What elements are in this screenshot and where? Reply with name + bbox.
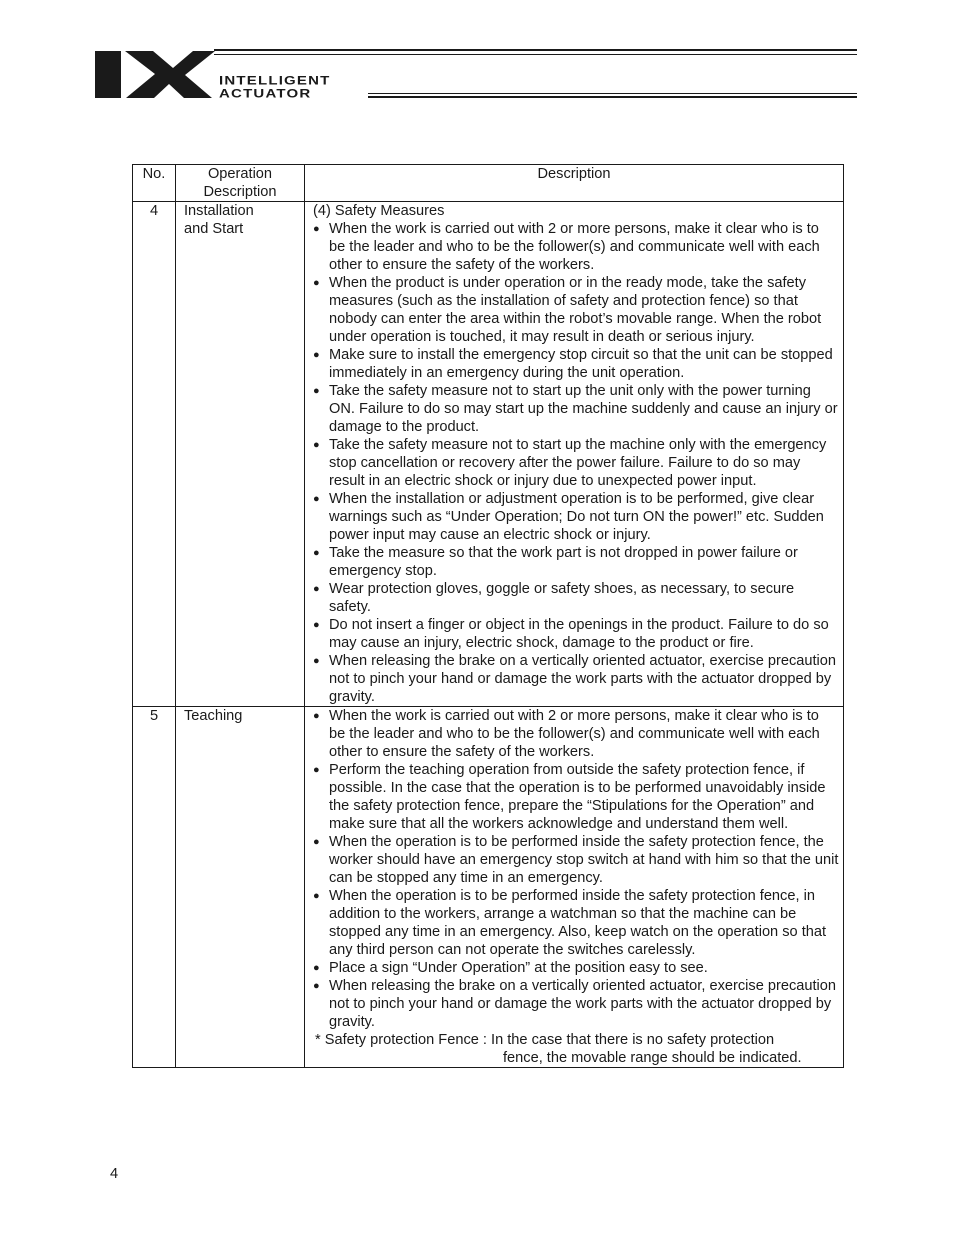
header-description: Description	[305, 165, 844, 202]
list-item: ● Take the safety measure not to start up the unit only with the power turning ON. Failure to do so may start up the machine suddenly and cause an injury or damage to the product.	[313, 382, 839, 436]
row4-operation	[176, 202, 305, 707]
operation-table	[132, 164, 844, 1068]
list-item: ● When the installation or adjustment operation is to be performed, give clear warnings such as “Under Operation; Do not turn ON the power!” etc. Sudden power input may cause an electric shock or injury.	[313, 490, 839, 544]
logo-text-intelligent: INTELLIGENT	[219, 74, 331, 88]
page-number: 4	[110, 1166, 119, 1182]
header-operation	[176, 165, 305, 202]
row4-operation-line1: Installation	[184, 203, 254, 219]
note-line1: * Safety protection Fence : In the case that there is no safety protection	[315, 1032, 775, 1048]
table-row-4	[133, 202, 844, 707]
list-item: ● When the work is carried out with 2 or more persons, make it clear who is to be the leader and who to be the follower(s) and communicate well with each other to ensure the safety of the workers.	[313, 707, 839, 761]
row4-operation-line2: and Start	[184, 221, 244, 237]
header-operation-line1: Operation	[207, 166, 273, 182]
safety-fence-note	[313, 1031, 839, 1067]
list-item: ● When releasing the brake on a vertically oriented actuator, exercise precaution not to pinch your hand or damage the work parts with the actuator dropped by gravity.	[313, 977, 839, 1031]
row4-no: 4	[133, 202, 176, 707]
list-item: ● Take the measure so that the work part is not dropped in power failure or emergency stop.	[313, 544, 839, 580]
row5-operation: Teaching	[176, 707, 305, 1068]
header-rule	[214, 54, 857, 55]
header-rule	[368, 93, 857, 94]
list-item: ● Make sure to install the emergency stop circuit so that the unit can be stopped immediately in an emergency during the unit operation.	[313, 346, 839, 382]
row5-description	[305, 707, 844, 1068]
row4-subheading: (4) Safety Measures	[313, 203, 445, 219]
list-item: ● When the operation is to be performed inside the safety protection fence, in addition to the workers, arrange a watchman so that the machine can be stopped any time in an emergency. Also, keep watch on the operation so that any third person can not operate the switches carelessly.	[313, 887, 839, 959]
row5-bullet-list	[313, 707, 839, 1031]
table-header-row	[133, 165, 844, 202]
header-operation-line2: Description	[203, 184, 277, 200]
ix-logo-mark	[95, 48, 215, 98]
row5-no: 5	[133, 707, 176, 1068]
table-row-5	[133, 707, 844, 1068]
list-item: ● Take the safety measure not to start up the machine only with the emergency stop cancellation or recovery after the power failure. Failure to do so may result in an electric shock or injury due to unexpected power input.	[313, 436, 839, 490]
list-item: ● Wear protection gloves, goggle or safety shoes, as necessary, to secure safety.	[313, 580, 839, 616]
list-item: ● When the operation is to be performed inside the safety protection fence, the worker should have an emergency stop switch at hand with him so that the unit can be stopped any time in an emergency.	[313, 833, 839, 887]
header-rule	[368, 96, 857, 98]
list-item: ● When the work is carried out with 2 or more persons, make it clear who is to be the leader and who to be the follower(s) and communicate well with each other to ensure the safety of the workers.	[313, 220, 839, 274]
list-item: ● When the product is under operation or in the ready mode, take the safety measures (such as the installation of safety and protection fence) so that nobody can enter the area within the robot’s movable range. When the robot under operation is touched, it may result in death or serious injury.	[313, 274, 839, 346]
row4-bullet-list	[313, 220, 839, 706]
row4-description	[305, 202, 844, 707]
list-item: ● Do not insert a finger or object in the openings in the product. Failure to do so may cause an injury, electric shock, damage to the product or fire.	[313, 616, 839, 652]
list-item: ● Perform the teaching operation from outside the safety protection fence, if possible. In the case that the operation is to be performed unavoidably inside the safety protection fence, prepare the “Stipulations for the Operation” and make sure that all the workers acknowledge and understand them well.	[313, 761, 839, 833]
logo-text-actuator: ACTUATOR	[219, 87, 312, 101]
list-item: ● Place a sign “Under Operation” at the position easy to see.	[313, 959, 839, 977]
header-rule	[214, 49, 857, 51]
header-no: No.	[133, 165, 176, 202]
note-line2: fence, the movable range should be indicated.	[503, 1050, 802, 1066]
list-item: ● When releasing the brake on a vertically oriented actuator, exercise precaution not to pinch your hand or damage the work parts with the actuator dropped by gravity.	[313, 652, 839, 706]
